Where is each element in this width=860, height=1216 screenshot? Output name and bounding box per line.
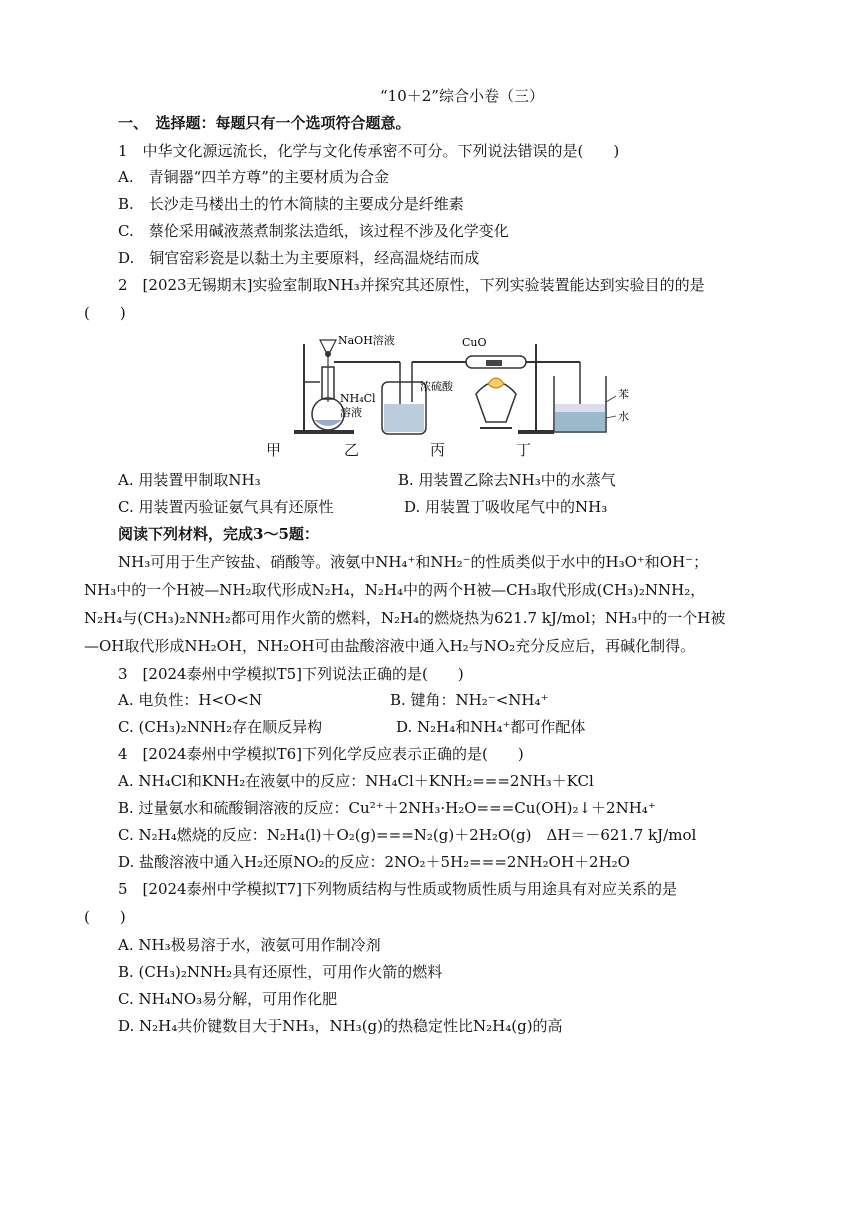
caption-jia: 甲 <box>266 441 282 459</box>
reading-line-4: —OH取代形成NH₂OH，NH₂OH可由盐酸溶液中通入H₂与NO₂充分反应后，再碱化制得。 <box>84 637 696 655</box>
question-5-option-d: D. N₂H₄共价键数目大于NH₃，NH₃(g)的热稳定性比N₂H₄(g)的高 <box>118 1017 563 1035</box>
label-solution: 溶液 <box>340 406 362 419</box>
label-benzene: 苯 <box>618 388 629 401</box>
label-h2so4: 浓硫酸 <box>420 380 453 393</box>
question-1-option-b: B. 长沙走马楼出土的竹木简牍的主要成分是纤维素 <box>118 195 464 213</box>
question-5-stem: 5 [2024泰州中学模拟T7]下列物质结构与性质或物质性质与用途具有对应关系的是 <box>118 880 677 898</box>
section-heading: 一、 选择题：每题只有一个选项符合题意。 <box>118 114 411 132</box>
caption-ding: 丁 <box>516 441 532 459</box>
question-2-option-b: B. 用装置乙除去NH₃中的水蒸气 <box>398 471 616 489</box>
question-1-stem: 1 中华文化源远流长，化学与文化传承密不可分。下列说法错误的是( ) <box>118 142 620 160</box>
question-4-option-a: A. NH₄Cl和KNH₂在液氨中的反应：NH₄Cl＋KNH₂===2NH₃＋KCl <box>118 772 594 790</box>
question-4-stem: 4 [2024泰州中学模拟T6]下列化学反应表示正确的是( ) <box>118 745 524 763</box>
question-5-option-c: C. NH₄NO₃易分解，可用作化肥 <box>118 990 338 1008</box>
question-4-option-c: C. N₂H₄燃烧的反应：N₂H₄(l)＋O₂(g)===N₂(g)＋2H₂O(g) ΔH＝－621.7 kJ/mol <box>118 826 697 844</box>
question-2-option-c: C. 用装置丙验证氨气具有还原性 <box>118 498 334 516</box>
label-cuo: CuO <box>462 336 487 349</box>
question-2-stem: 2 [2023无锡期末]实验室制取NH₃并探究其还原性，下列实验装置能达到实验目的的是 <box>118 276 705 294</box>
question-3-stem: 3 [2024泰州中学模拟T5]下列说法正确的是( ) <box>118 665 464 683</box>
page-title: “10＋2”综合小卷（三） <box>380 87 544 105</box>
question-3-option-a: A. 电负性：H<O<N <box>118 691 263 709</box>
question-2-option-d: D. 用装置丁吸收尾气中的NH₃ <box>404 498 608 516</box>
question-5-answer-paren: ( ) <box>84 908 126 926</box>
reading-line-2: NH₃中的一个H被—NH₂取代形成N₂H₄，N₂H₄中的两个H被—CH₃取代形成(CH₃)₂NNH₂， <box>84 581 706 599</box>
question-3-option-b: B. 键角：NH₂⁻<NH₄⁺ <box>390 691 549 709</box>
question-5-option-a: A. NH₃极易溶于水，液氨可用作制冷剂 <box>118 936 381 954</box>
apparatus-figure <box>290 332 650 452</box>
question-3-option-c: C. (CH₃)₂NNH₂存在顺反异构 <box>118 718 323 736</box>
question-1-option-a: A. 青铜器“四羊方尊”的主要材质为合金 <box>118 168 389 186</box>
reading-intro: 阅读下列材料，完成3～5题： <box>118 525 319 543</box>
question-2-option-a: A. 用装置甲制取NH₃ <box>118 471 261 489</box>
question-2-answer-paren: ( ) <box>84 304 126 322</box>
label-naoh: NaOH溶液 <box>338 334 395 347</box>
label-nh4cl: NH₄Cl <box>340 392 376 405</box>
caption-yi: 乙 <box>344 441 360 459</box>
reading-line-1: NH₃可用于生产铵盐、硝酸等。液氨中NH₄⁺和NH₂⁻的性质类似于水中的H₃O⁺和OH⁻； <box>118 553 709 571</box>
label-water: 水 <box>618 410 629 423</box>
question-4-option-d: D. 盐酸溶液中通入H₂还原NO₂的反应：2NO₂＋5H₂===2NH₂OH＋2H₂O <box>118 853 630 871</box>
question-3-option-d: D. N₂H₄和NH₄⁺都可作配体 <box>396 718 586 736</box>
question-5-option-b: B. (CH₃)₂NNH₂具有还原性，可用作火箭的燃料 <box>118 963 443 981</box>
question-4-option-b: B. 过量氨水和硫酸铜溶液的反应：Cu²⁺＋2NH₃·H₂O===Cu(OH)₂↓＋2NH₄⁺ <box>118 799 656 817</box>
question-1-option-d: D. 铜官窑彩瓷是以黏土为主要原料，经高温烧结而成 <box>118 249 480 267</box>
question-1-option-c: C. 蔡伦采用碱液蒸煮制浆法造纸，该过程不涉及化学变化 <box>118 222 509 240</box>
reading-line-3: N₂H₄与(CH₃)₂NNH₂都可用作火箭的燃料，N₂H₄的燃烧热为621.7 kJ/mol；NH₃中的一个H被 <box>84 609 726 627</box>
caption-bing: 丙 <box>430 441 446 459</box>
